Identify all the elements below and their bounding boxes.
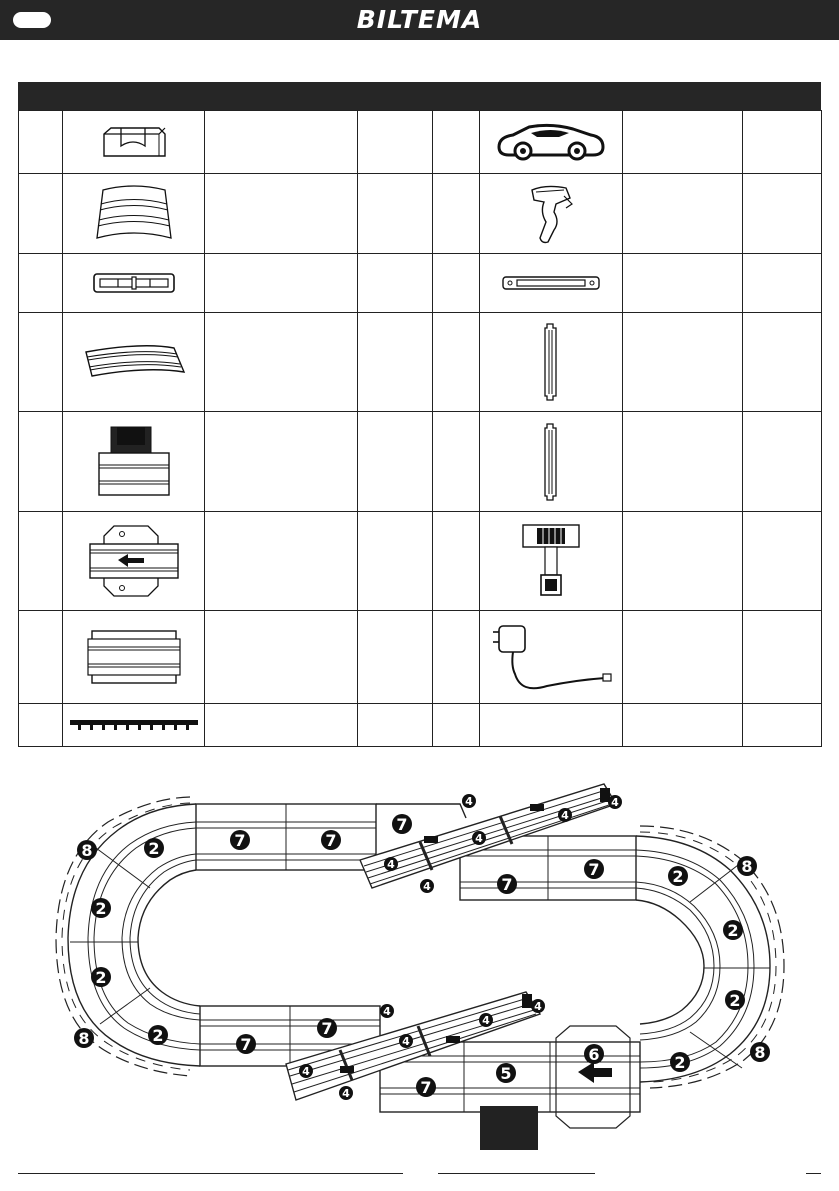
power-terminal-box xyxy=(480,1106,538,1150)
part-image-cell xyxy=(63,111,205,174)
part-desc-cell xyxy=(205,704,358,747)
part-qty-cell xyxy=(743,611,822,704)
marker-2 xyxy=(670,1052,690,1072)
power-terminal-track-icon xyxy=(95,425,173,499)
part-number-cell xyxy=(433,611,480,704)
svg-text:8: 8 xyxy=(81,841,93,860)
marker-4 xyxy=(339,1086,353,1100)
marker-7 xyxy=(584,859,604,879)
part-image-cell xyxy=(63,174,205,254)
part-qty-cell xyxy=(358,704,433,747)
part-image-cell xyxy=(480,111,623,174)
marker-4 xyxy=(472,831,486,845)
marker-7 xyxy=(416,1077,436,1097)
svg-text:2: 2 xyxy=(95,968,107,987)
svg-text:4: 4 xyxy=(534,1000,542,1013)
part-desc-cell xyxy=(205,512,358,611)
marker-7 xyxy=(236,1034,256,1054)
marker-7 xyxy=(317,1018,337,1038)
svg-text:7: 7 xyxy=(501,875,513,894)
table-row xyxy=(19,111,822,174)
part-qty-cell xyxy=(358,512,433,611)
svg-text:8: 8 xyxy=(78,1029,90,1048)
part-number-cell xyxy=(433,254,480,313)
table-row xyxy=(19,611,822,704)
part-number-cell xyxy=(433,412,480,512)
track-layout-diagram xyxy=(0,770,839,1150)
part-desc-cell xyxy=(623,512,743,611)
part-desc-cell xyxy=(623,704,743,747)
part-image-cell xyxy=(480,313,623,412)
part-qty-cell xyxy=(743,313,822,412)
part-image-cell xyxy=(63,313,205,412)
part-image-cell xyxy=(63,512,205,611)
svg-text:8: 8 xyxy=(741,857,753,876)
straight-track-icon xyxy=(86,627,182,687)
part-qty-cell xyxy=(358,611,433,704)
marker-4 xyxy=(608,795,622,809)
part-qty-cell xyxy=(743,412,822,512)
svg-text:4: 4 xyxy=(383,1005,391,1018)
marker-2 xyxy=(91,898,111,918)
part-qty-cell xyxy=(358,174,433,254)
race-car-icon xyxy=(495,121,607,163)
svg-text:7: 7 xyxy=(588,860,600,879)
support-pillar-icon xyxy=(541,422,561,502)
svg-text:7: 7 xyxy=(321,1019,333,1038)
part-image-cell xyxy=(480,704,623,747)
marker-4 xyxy=(380,1004,394,1018)
part-number-cell xyxy=(19,412,63,512)
part-desc-cell xyxy=(623,412,743,512)
part-image-cell xyxy=(63,412,205,512)
part-desc-cell xyxy=(623,174,743,254)
part-desc-cell xyxy=(623,313,743,412)
svg-text:4: 4 xyxy=(342,1087,350,1100)
lap-counter-track-icon xyxy=(88,522,180,600)
marker-4 xyxy=(299,1064,313,1078)
brand-logo: BILTEMA xyxy=(356,5,483,34)
svg-text:4: 4 xyxy=(482,1014,490,1027)
marker-8 xyxy=(737,856,757,876)
part-qty-cell xyxy=(743,704,822,747)
part-image-cell xyxy=(480,512,623,611)
curve-track-icon xyxy=(82,342,186,382)
part-number-cell xyxy=(19,611,63,704)
curve-track-wide-icon xyxy=(93,184,175,244)
svg-text:4: 4 xyxy=(402,1035,410,1048)
svg-text:2: 2 xyxy=(727,921,739,940)
marker-8 xyxy=(77,840,97,860)
part-image-cell xyxy=(480,412,623,512)
part-qty-cell xyxy=(358,254,433,313)
svg-text:4: 4 xyxy=(561,809,569,822)
table-row xyxy=(19,174,822,254)
part-number-cell xyxy=(433,174,480,254)
part-number-cell xyxy=(433,313,480,412)
svg-text:7: 7 xyxy=(240,1035,252,1054)
part-desc-cell xyxy=(205,313,358,412)
part-number-cell xyxy=(19,704,63,747)
marker-4 xyxy=(479,1013,493,1027)
parts-table xyxy=(18,110,822,747)
part-qty-cell xyxy=(743,254,822,313)
table-row xyxy=(19,704,822,747)
marker-5 xyxy=(496,1063,516,1083)
svg-text:7: 7 xyxy=(396,815,408,834)
marker-2 xyxy=(144,838,164,858)
marker-7 xyxy=(321,830,341,850)
connector-clip-icon xyxy=(92,271,176,295)
marker-7 xyxy=(392,814,412,834)
marker-4 xyxy=(531,999,545,1013)
part-qty-cell xyxy=(358,111,433,174)
part-image-cell xyxy=(480,611,623,704)
table-row xyxy=(19,412,822,512)
marker-4 xyxy=(558,808,572,822)
marker-2 xyxy=(148,1025,168,1045)
svg-text:4: 4 xyxy=(611,796,619,809)
header-bar xyxy=(0,0,839,40)
svg-text:4: 4 xyxy=(302,1065,310,1078)
svg-text:7: 7 xyxy=(234,831,246,850)
svg-text:8: 8 xyxy=(754,1043,766,1062)
direction-arrow-icon xyxy=(578,1062,612,1083)
svg-text:2: 2 xyxy=(95,899,107,918)
marker-2 xyxy=(91,967,111,987)
part-number-cell xyxy=(19,254,63,313)
footer-divider-left xyxy=(18,1173,403,1174)
part-desc-cell xyxy=(623,611,743,704)
marker-7 xyxy=(230,830,250,850)
svg-text:2: 2 xyxy=(672,867,684,886)
part-desc-cell xyxy=(623,111,743,174)
table-row xyxy=(19,254,822,313)
part-qty-cell xyxy=(743,512,822,611)
part-number-cell xyxy=(19,313,63,412)
support-pillar-icon xyxy=(541,322,561,402)
guard-rail-icon xyxy=(68,717,200,733)
part-desc-cell xyxy=(205,254,358,313)
svg-text:7: 7 xyxy=(325,831,337,850)
part-desc-cell xyxy=(623,254,743,313)
part-number-cell xyxy=(19,111,63,174)
long-connector-icon xyxy=(501,274,601,292)
part-number-cell xyxy=(433,111,480,174)
svg-text:4: 4 xyxy=(423,880,431,893)
svg-text:7: 7 xyxy=(420,1078,432,1097)
part-image-cell xyxy=(480,254,623,313)
svg-text:4: 4 xyxy=(387,858,395,871)
footer-divider-center xyxy=(438,1173,595,1174)
part-image-cell xyxy=(63,254,205,313)
marker-2 xyxy=(723,920,743,940)
hand-controller-icon xyxy=(526,182,576,246)
part-desc-cell xyxy=(205,174,358,254)
marker-8 xyxy=(750,1042,770,1062)
power-adapter-icon xyxy=(487,616,615,698)
part-number-cell xyxy=(19,174,63,254)
marker-8 xyxy=(74,1028,94,1048)
part-desc-cell xyxy=(205,611,358,704)
svg-text:6: 6 xyxy=(588,1045,600,1064)
marker-2 xyxy=(668,866,688,886)
part-number-cell xyxy=(19,512,63,611)
svg-text:5: 5 xyxy=(500,1064,512,1083)
marker-2 xyxy=(725,990,745,1010)
part-image-cell xyxy=(63,704,205,747)
marker-4 xyxy=(384,857,398,871)
part-desc-cell xyxy=(205,412,358,512)
svg-text:2: 2 xyxy=(729,991,741,1010)
svg-text:4: 4 xyxy=(465,795,473,808)
lap-counter-icon xyxy=(519,523,583,599)
parts-table-header xyxy=(18,82,821,110)
table-row xyxy=(19,313,822,412)
part-number-cell xyxy=(433,704,480,747)
part-qty-cell xyxy=(743,111,822,174)
part-number-cell xyxy=(433,512,480,611)
svg-text:2: 2 xyxy=(674,1053,686,1072)
marker-4 xyxy=(399,1034,413,1048)
part-qty-cell xyxy=(358,412,433,512)
part-image-cell xyxy=(480,174,623,254)
part-qty-cell xyxy=(743,174,822,254)
svg-text:4: 4 xyxy=(475,832,483,845)
part-image-cell xyxy=(63,611,205,704)
part-qty-cell xyxy=(358,313,433,412)
svg-text:2: 2 xyxy=(148,839,160,858)
svg-text:2: 2 xyxy=(152,1026,164,1045)
controller-stand-icon xyxy=(99,122,169,162)
marker-4 xyxy=(462,794,476,808)
marker-6 xyxy=(584,1044,604,1064)
part-desc-cell xyxy=(205,111,358,174)
marker-7 xyxy=(497,874,517,894)
marker-4 xyxy=(420,879,434,893)
footer-divider-right xyxy=(806,1173,821,1174)
table-row xyxy=(19,512,822,611)
